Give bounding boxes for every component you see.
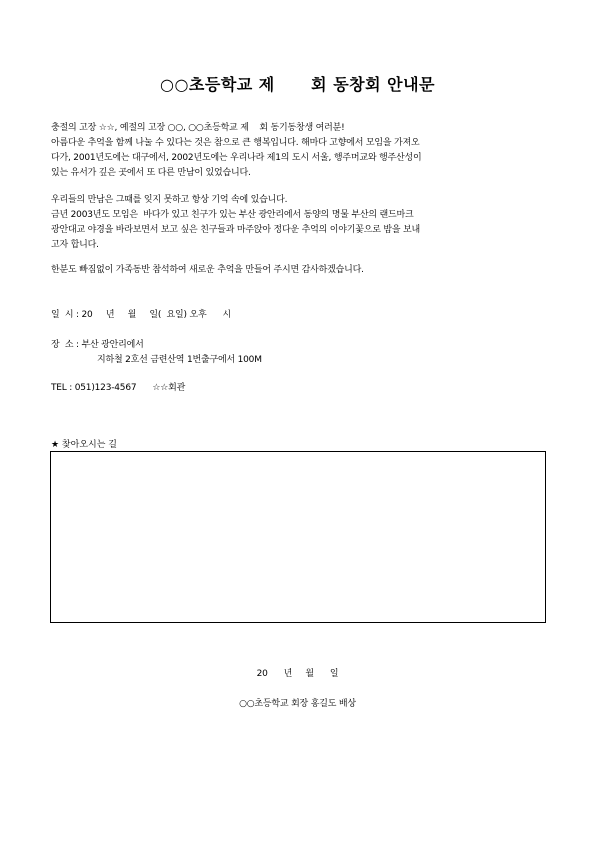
footer-signature: ○○초등학교 회장 홍길도 배상	[239, 699, 356, 709]
event-place: 장 소 : 부산 광안리에서	[51, 340, 144, 350]
footer-date: 20 년 월 일	[256, 669, 339, 679]
greeting-paragraph	[51, 121, 551, 181]
greeting-line: 충절의 고장 ☆☆, 예절의 고장 ○○, ○○초등학교 제 회 동기동창생 여러분!	[51, 123, 345, 133]
body-line: 우리들의 만남은 그때를 잊지 못하고 항상 기억 속에 있습니다.	[51, 195, 288, 205]
closing-line: 한분도 빠짐없이 가족동반 참석하여 새로운 추억을 만들어 주시면 감사하겠습니다.	[51, 265, 364, 275]
body-paragraph	[51, 193, 551, 253]
greeting-line: 아름다운 추억을 함께 나눌 수 있다는 것은 참으로 큰 행복입니다. 해마다 고향에서 모임을 가져오	[51, 138, 420, 148]
body-line: 고자 합니다.	[51, 240, 99, 250]
body-line: 금년 2003년도 모임은 바다가 있고 친구가 있는 부산 광안리에서 동양의 명물 부산의 랜드마크	[51, 210, 414, 220]
map-box	[50, 451, 546, 623]
map-section-label: ★ 찾아오시는 길	[51, 440, 117, 450]
greeting-line: 다가, 2001년도에는 대구에서, 2002년도에는 우리나라 제1의 도시 서울, 행주머교와 행주산성이	[51, 153, 422, 163]
page-title: ○○초등학교 제 회 동창회 안내문	[159, 75, 436, 94]
event-place-directions: 지하철 2호선 금련산역 1번출구에서 100M	[97, 355, 262, 365]
event-datetime: 일 시 : 20 년 월 일( 요일) 오후 시	[51, 310, 231, 320]
body-line: 광안대교 야경을 바라보면서 보고 싶은 친구들과 마주앉아 정다운 추억의 이야기꽃으로 밤을 보내	[51, 225, 421, 235]
greeting-line: 있는 유서가 깊은 곳에서 또 다른 만남이 있었습니다.	[51, 168, 251, 178]
closing-paragraph	[51, 263, 551, 278]
event-contact: TEL : 051)123-4567 ☆☆회관	[51, 383, 186, 393]
